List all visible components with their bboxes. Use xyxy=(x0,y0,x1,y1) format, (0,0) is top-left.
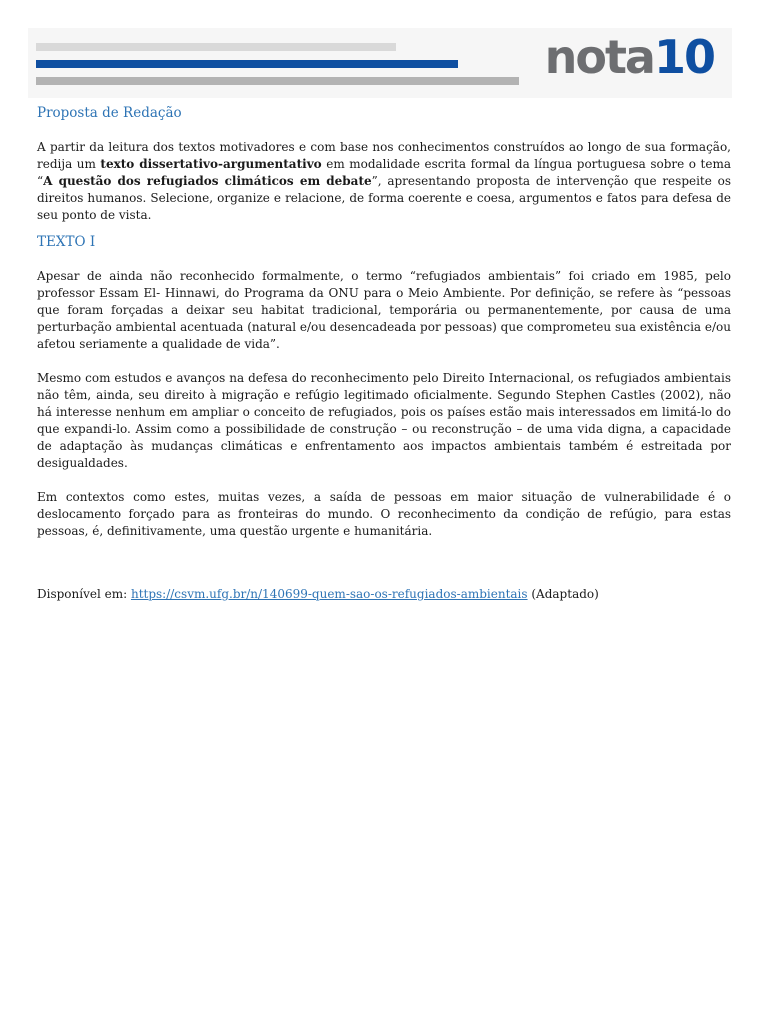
proposta-paragraph xyxy=(37,139,731,224)
proposta-text-2: em modalidade escrita formal da língua portuguesa sobre o tema “ xyxy=(37,157,731,188)
proposta-text-1: A partir da leitura dos textos motivadores e com base nos conhecimentos construídos ao longo de sua formação, redija um xyxy=(37,140,731,171)
proposta-bold-1: texto dissertativo-argumentativo xyxy=(100,157,322,171)
texto-1-paragraph-1: Apesar de ainda não reconhecido formalmente, o termo “refugiados ambientais” foi criado em 1985, pelo professor Essam El- Hinnawi, do Programa da ONU para o Meio Ambiente. Por definição, se refere às “pessoas que foram forçadas a deixar seu habitat tradicional, temporária ou permanentemente, por causa de uma perturbação ambiental acentuada (natural e/ou desencadeada por pessoas) que comprometeu sua existência e/ou afetou seriamente a qualidade de vida”. xyxy=(37,269,731,351)
decorative-bar-light-gray xyxy=(36,43,396,51)
texto-1-paragraph-3: Em contextos como estes, muitas vezes, a saída de pessoas em maior situação de vulnerabilidade é o deslocamento forçado para as fronteiras do mundo. O reconhecimento da condição de refúgio, para estas pessoas, é, definitivamente, uma questão urgente e humanitária. xyxy=(37,490,731,538)
source-link[interactable]: https://csvm.ufg.br/n/140699-quem-sao-os-refugiados-ambientais xyxy=(130,587,528,601)
decorative-bar-gray xyxy=(36,77,519,85)
source-suffix: (Adaptado) xyxy=(527,587,599,601)
texto-1-paragraph-2: Mesmo com estudos e avanços na defesa do reconhecimento pelo Direito Internacional, os refugiados ambientais não têm, ainda, seu direito à migração e refúgio legitimado oficialmente. Segundo Stephen Castles (2002), não há interesse nenhum em ampliar o conceito de refugiados, pois os países estão mais interessados em limitá-lo do que expandi-lo. Assim como a possibilidade de construção – ou reconstrução – de uma vida digna, a capacidade de adaptação às mudanças climáticas e enfrentamento aos impactos ambientais também é estreitada por desigualdades. xyxy=(37,371,731,470)
proposta-title: Proposta de Redação xyxy=(37,105,182,121)
decorative-bar-blue xyxy=(36,60,458,68)
nota10-logo xyxy=(544,30,714,84)
proposta-text-3: ”, apresentando proposta de intervenção que respeite os direitos humanos. Selecione, organize e relacione, de forma coerente e coesa, argumentos e fatos para defesa de seu ponto de vista. xyxy=(37,174,731,222)
logo-word: nota xyxy=(544,30,654,84)
document-body xyxy=(37,104,731,603)
source-line xyxy=(37,586,731,603)
header-banner xyxy=(28,28,732,98)
source-prefix: Disponível em: xyxy=(37,587,131,601)
texto-1-title: TEXTO I xyxy=(37,234,96,250)
logo-number: 10 xyxy=(653,30,714,84)
proposta-bold-2: A questão dos refugiados climáticos em debate xyxy=(43,174,372,188)
